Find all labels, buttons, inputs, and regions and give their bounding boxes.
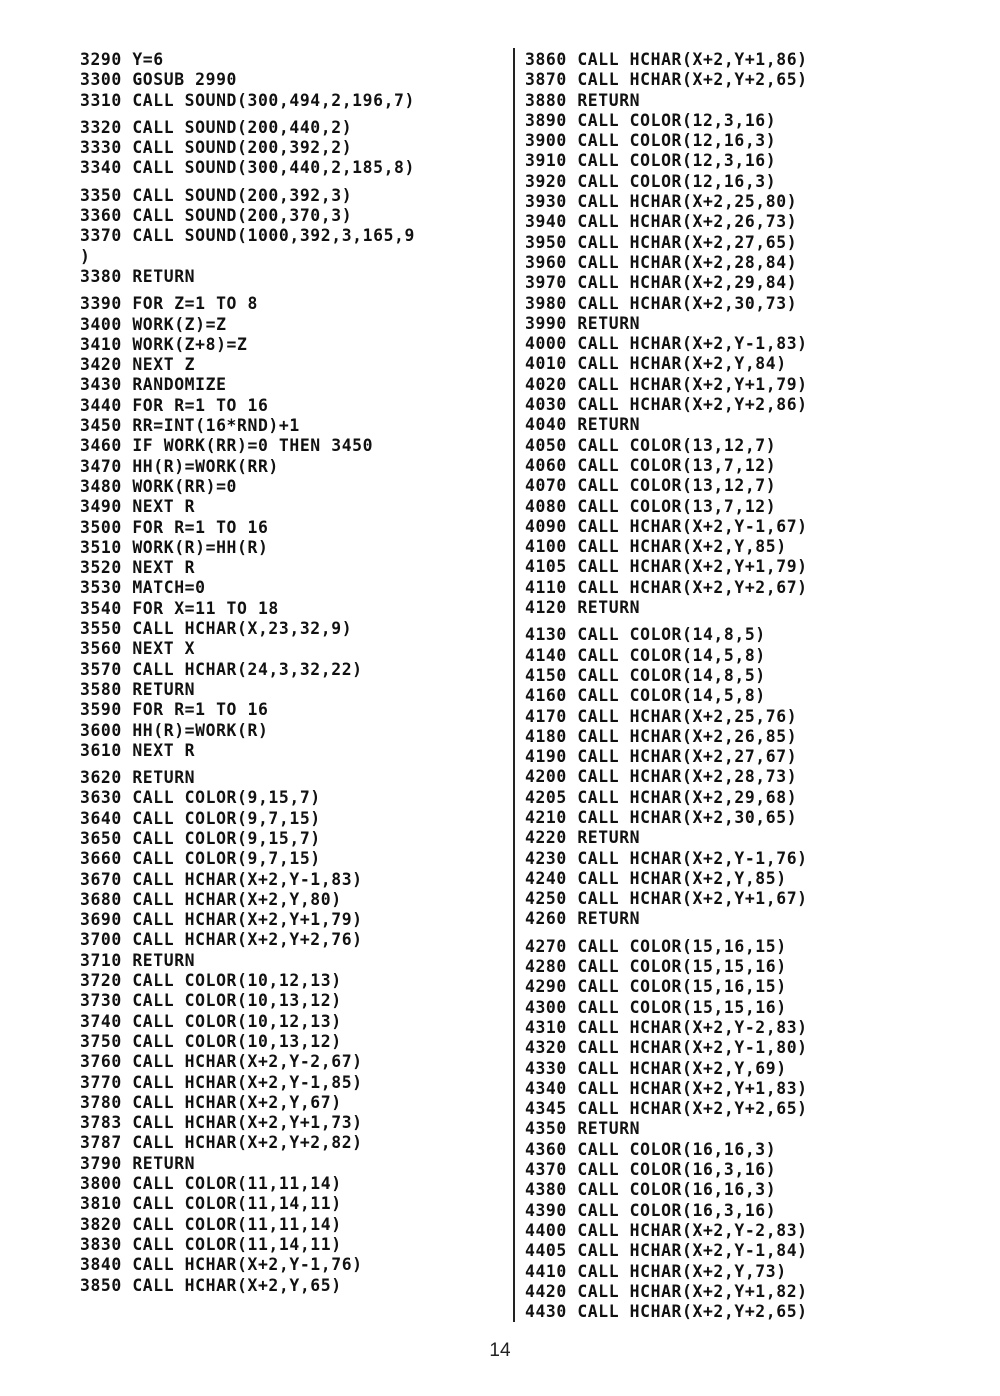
code-line: 3290 Y=6: [80, 50, 164, 69]
section-gap: [80, 761, 500, 768]
code-column-left: [80, 50, 500, 1296]
code-line: 3840 CALL HCHAR(X+2,Y-1,76): [80, 1255, 363, 1275]
code-line: 3610 NEXT R: [80, 740, 196, 760]
code-line: 4410 CALL HCHAR(X+2,Y,73): [525, 1261, 787, 1281]
code-line: 3520 NEXT R: [80, 558, 196, 578]
code-line: 4150 CALL COLOR(14,8,5): [525, 665, 766, 685]
code-line: 4345 CALL HCHAR(X+2,Y+2,65): [525, 1099, 808, 1119]
code-line: 3970 CALL HCHAR(X+2,29,84): [525, 273, 798, 293]
section-gap: [525, 930, 965, 937]
code-line: 4300 CALL COLOR(15,15,16): [525, 997, 787, 1017]
code-line: 3530 MATCH=0: [80, 578, 206, 598]
code-line: 3850 CALL HCHAR(X+2,Y,65): [80, 1275, 342, 1295]
code-line: 4240 CALL HCHAR(X+2,Y,85): [525, 868, 787, 888]
code-line: 4180 CALL HCHAR(X+2,26,85): [525, 726, 798, 746]
code-line: 3560 NEXT X: [80, 639, 196, 659]
code-line: 3310 CALL SOUND(300,494,2,196,7): [80, 90, 415, 110]
code-line: 3580 RETURN: [80, 679, 196, 699]
code-line: 3830 CALL COLOR(11,14,11): [80, 1234, 342, 1254]
code-line: 3900 CALL COLOR(12,16,3): [525, 131, 777, 151]
code-line: 4405 CALL HCHAR(X+2,Y-1,84): [525, 1241, 808, 1261]
code-line: 4250 CALL HCHAR(X+2,Y+1,67): [525, 889, 808, 909]
code-line: 3600 HH(R)=WORK(R): [80, 720, 269, 740]
section-gap: [80, 287, 500, 294]
code-line: 3790 RETURN: [80, 1153, 196, 1173]
code-line: 3770 CALL HCHAR(X+2,Y-1,85): [80, 1072, 363, 1092]
code-line: 4260 RETURN: [525, 909, 641, 929]
code-line: 4010 CALL HCHAR(X+2,Y,84): [525, 354, 787, 374]
code-line: 3300 GOSUB 2990: [80, 70, 238, 90]
code-line: 3620 RETURN: [80, 768, 196, 788]
code-line: 3510 WORK(R)=HH(R): [80, 537, 269, 557]
code-line: 3870 CALL HCHAR(X+2,Y+2,65): [525, 70, 808, 90]
code-line: 3980 CALL HCHAR(X+2,30,73): [525, 293, 798, 313]
code-line: 3820 CALL COLOR(11,11,14): [80, 1214, 342, 1234]
code-line: 4110 CALL HCHAR(X+2,Y+2,67): [525, 577, 808, 597]
code-line: 3750 CALL COLOR(10,13,12): [80, 1031, 342, 1051]
code-line: 4030 CALL HCHAR(X+2,Y+2,86): [525, 395, 808, 415]
code-line: 4340 CALL HCHAR(X+2,Y+1,83): [525, 1078, 808, 1098]
code-line: 3730 CALL COLOR(10,13,12): [80, 991, 342, 1011]
code-line: 3410 WORK(Z+8)=Z: [80, 334, 248, 354]
code-line: 4070 CALL COLOR(13,12,7): [525, 476, 777, 496]
code-line: 4420 CALL HCHAR(X+2,Y+1,82): [525, 1281, 808, 1301]
code-line: 4350 RETURN: [525, 1119, 641, 1139]
code-line: 3450 RR=INT(16*RND)+1: [80, 416, 300, 436]
code-line: 3960 CALL HCHAR(X+2,28,84): [525, 252, 798, 272]
code-line: 3920 CALL COLOR(12,16,3): [525, 171, 777, 191]
code-line: 3930 CALL HCHAR(X+2,25,80): [525, 192, 798, 212]
code-line: 4280 CALL COLOR(15,15,16): [525, 957, 787, 977]
code-line: 4020 CALL HCHAR(X+2,Y+1,79): [525, 374, 808, 394]
code-line: 3690 CALL HCHAR(X+2,Y+1,79): [80, 910, 363, 930]
code-line: 3480 WORK(RR)=0: [80, 476, 238, 496]
code-line: 3800 CALL COLOR(11,11,14): [80, 1174, 342, 1194]
code-line: 4290 CALL COLOR(15,16,15): [525, 977, 787, 997]
code-line: 3990 RETURN: [525, 313, 641, 333]
code-line: 3430 RANDOMIZE: [80, 375, 227, 395]
code-line: 4430 CALL HCHAR(X+2,Y+2,65): [525, 1302, 808, 1322]
code-line: 3880 RETURN: [525, 90, 641, 110]
code-line: 3420 NEXT Z: [80, 355, 196, 375]
code-line: 3460 IF WORK(RR)=0 THEN 3450: [80, 436, 374, 456]
code-line: 3330 CALL SOUND(200,392,2): [80, 138, 353, 158]
code-line: 3787 CALL HCHAR(X+2,Y+2,82): [80, 1133, 363, 1153]
code-line: 3320 CALL SOUND(200,440,2): [80, 117, 353, 137]
code-line: 3570 CALL HCHAR(24,3,32,22): [80, 659, 363, 679]
code-line: 4360 CALL COLOR(16,16,3): [525, 1139, 777, 1159]
code-line: 4320 CALL HCHAR(X+2,Y-1,80): [525, 1038, 808, 1058]
code-line: 3590 FOR R=1 TO 16: [80, 700, 269, 720]
code-line: 3400 WORK(Z)=Z: [80, 314, 227, 334]
code-line: 4400 CALL HCHAR(X+2,Y-2,83): [525, 1220, 808, 1240]
code-line: 4200 CALL HCHAR(X+2,28,73): [525, 767, 798, 787]
code-line: 3340 CALL SOUND(300,440,2,185,8): [80, 158, 415, 178]
code-line: 4100 CALL HCHAR(X+2,Y,85): [525, 537, 787, 557]
code-line: 3650 CALL COLOR(9,15,7): [80, 828, 321, 848]
code-line: 4140 CALL COLOR(14,5,8): [525, 645, 766, 665]
code-column-right: [525, 50, 965, 1322]
code-line: 3370 CALL SOUND(1000,392,3,165,9: [80, 226, 415, 246]
code-line: 3780 CALL HCHAR(X+2,Y,67): [80, 1092, 342, 1112]
code-line: 4230 CALL HCHAR(X+2,Y-1,76): [525, 848, 808, 868]
code-line: 4205 CALL HCHAR(X+2,29,68): [525, 787, 798, 807]
code-line: 4270 CALL COLOR(15,16,15): [525, 936, 787, 956]
code-line: 4170 CALL HCHAR(X+2,25,76): [525, 706, 798, 726]
code-line: 3490 NEXT R: [80, 497, 196, 517]
code-line: ): [80, 246, 91, 266]
code-line: 3540 FOR X=11 TO 18: [80, 598, 279, 618]
code-line: 3550 CALL HCHAR(X,23,32,9): [80, 619, 353, 639]
code-line: 3680 CALL HCHAR(X+2,Y,80): [80, 889, 342, 909]
code-line: 3380 RETURN: [80, 266, 196, 286]
code-line: 4330 CALL HCHAR(X+2,Y,69): [525, 1058, 787, 1078]
code-line: 3700 CALL HCHAR(X+2,Y+2,76): [80, 930, 363, 950]
code-line: 3783 CALL HCHAR(X+2,Y+1,73): [80, 1113, 363, 1133]
code-line: 3710 RETURN: [80, 950, 196, 970]
code-line: 3390 FOR Z=1 TO 8: [80, 294, 258, 314]
section-gap: [525, 618, 965, 625]
code-line: 4120 RETURN: [525, 598, 641, 618]
code-line: 4370 CALL COLOR(16,3,16): [525, 1160, 777, 1180]
code-line: 4050 CALL COLOR(13,12,7): [525, 435, 777, 455]
code-line: 3890 CALL COLOR(12,3,16): [525, 110, 777, 130]
code-line: 3810 CALL COLOR(11,14,11): [80, 1194, 342, 1214]
code-line: 3660 CALL COLOR(9,7,15): [80, 849, 321, 869]
page-number: 14: [489, 1340, 511, 1361]
code-line: 3360 CALL SOUND(200,370,3): [80, 206, 353, 226]
code-line: 3440 FOR R=1 TO 16: [80, 395, 269, 415]
code-line: 3860 CALL HCHAR(X+2,Y+1,86): [525, 50, 808, 69]
code-line: 4160 CALL COLOR(14,5,8): [525, 686, 766, 706]
code-line: 4000 CALL HCHAR(X+2,Y-1,83): [525, 334, 808, 354]
code-line: 3350 CALL SOUND(200,392,3): [80, 185, 353, 205]
code-line: 3950 CALL HCHAR(X+2,27,65): [525, 232, 798, 252]
code-line: 3670 CALL HCHAR(X+2,Y-1,83): [80, 869, 363, 889]
code-line: 3470 HH(R)=WORK(RR): [80, 456, 279, 476]
code-line: 4210 CALL HCHAR(X+2,30,65): [525, 807, 798, 827]
code-line: 4190 CALL HCHAR(X+2,27,67): [525, 747, 798, 767]
code-line: 3760 CALL HCHAR(X+2,Y-2,67): [80, 1052, 363, 1072]
code-line: 4090 CALL HCHAR(X+2,Y-1,67): [525, 516, 808, 536]
code-line: 3500 FOR R=1 TO 16: [80, 517, 269, 537]
code-line: 4130 CALL COLOR(14,8,5): [525, 625, 766, 645]
code-line: 4220 RETURN: [525, 828, 641, 848]
code-line: 3720 CALL COLOR(10,12,13): [80, 971, 342, 991]
code-line: 4380 CALL COLOR(16,16,3): [525, 1180, 777, 1200]
code-line: 4060 CALL COLOR(13,7,12): [525, 455, 777, 475]
code-line: 4040 RETURN: [525, 415, 641, 435]
code-line: 3630 CALL COLOR(9,15,7): [80, 788, 321, 808]
code-line: 3910 CALL COLOR(12,3,16): [525, 151, 777, 171]
code-line: 3740 CALL COLOR(10,12,13): [80, 1011, 342, 1031]
code-line: 4080 CALL COLOR(13,7,12): [525, 496, 777, 516]
code-line: 3940 CALL HCHAR(X+2,26,73): [525, 212, 798, 232]
section-gap: [80, 179, 500, 186]
section-gap: [80, 111, 500, 118]
code-line: 4310 CALL HCHAR(X+2,Y-2,83): [525, 1017, 808, 1037]
code-line: 3640 CALL COLOR(9,7,15): [80, 808, 321, 828]
code-line: 4105 CALL HCHAR(X+2,Y+1,79): [525, 557, 808, 577]
code-line: 4390 CALL COLOR(16,3,16): [525, 1200, 777, 1220]
column-divider: [513, 48, 515, 1322]
